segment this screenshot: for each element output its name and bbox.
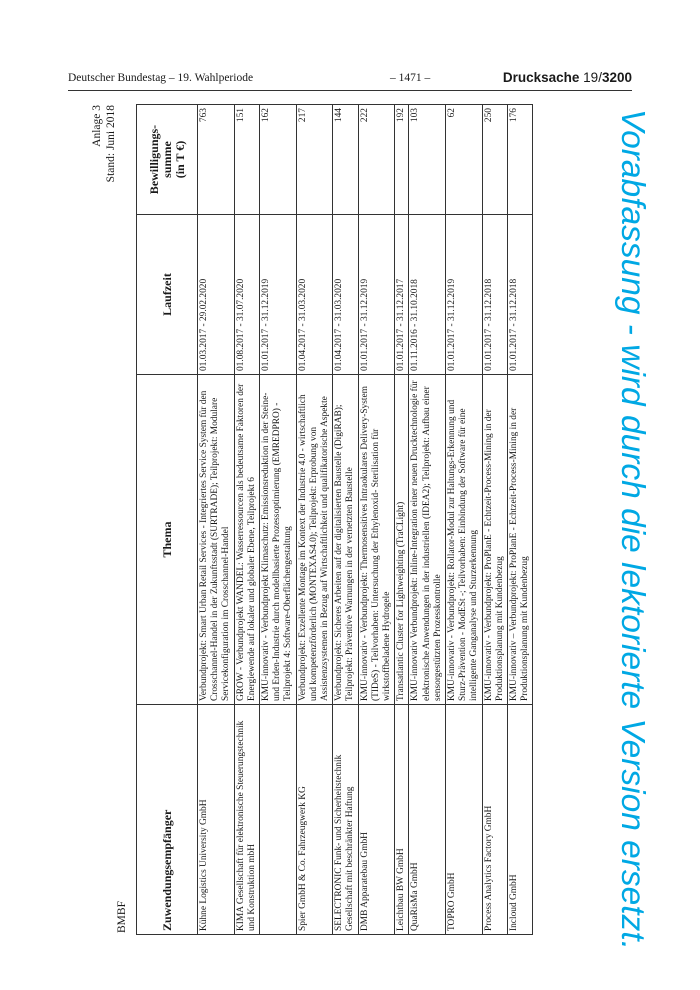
cell-amount: 192 — [395, 105, 409, 215]
table-row — [296, 105, 333, 935]
table-row — [333, 105, 358, 935]
amount-header-line1: Bewilligungs- — [146, 124, 161, 195]
annex-info — [90, 105, 118, 182]
cell-recipient: Spier GmbH & Co. Fahrzeugwerk KG — [296, 705, 333, 935]
table-row — [358, 105, 395, 935]
cell-recipient: DMB Apparatebau GmbH — [358, 705, 395, 935]
col-amount-header — [137, 105, 198, 215]
drucksache-prefix: 19/ — [583, 70, 602, 85]
cell-topic: Transatlantic Cluster for Lightweighting (TraCLight) — [395, 375, 409, 705]
cell-term: 01.04.2017 - 31.03.2020 — [296, 215, 333, 375]
cell-term: 01.01.2017 - 31.12.2019 — [358, 215, 395, 375]
cell-term: 01.08.2017 - 31.07.2020 — [234, 215, 259, 375]
draft-watermark — [614, 109, 686, 950]
cell-topic: Verbundprojekt: Smart Urban Retail Services - Integriertes Service System für den Crosschannel-Handel in der Zukunftsstadt (SURTRADE); Teilprojekt: Modulare Servicekonfiguration im Crosschannel-Handel — [198, 375, 235, 705]
amount-header-line3: (in T €) — [172, 140, 187, 179]
cell-topic: KMU-innovativ - Verbundprojekt: ProPlanE - Echtzeit-Process-Mining in der Produktionsplanung mit Kundenbezug — [482, 375, 507, 705]
cell-recipient: Incloud GmbH — [508, 705, 533, 935]
table-row — [482, 105, 507, 935]
table-row — [198, 105, 235, 935]
drucksache-bold: 3200 — [601, 70, 632, 85]
cell-amount: 144 — [333, 105, 358, 215]
cell-term: 01.01.2017 - 31.12.2017 — [395, 215, 409, 375]
cell-topic: KMU-innovativ - Verbundprojekt Klimaschutz: Emissionsreduktion in der Steine- und Erden-Industrie durch modellbasierte Prozessoptimierung (EMREDPRO) - Teilprojekt 4: Software-Oberflächengestaltung — [260, 375, 297, 705]
col-term-header: Laufzeit — [137, 215, 198, 375]
table-row — [395, 105, 409, 935]
cell-term: 01.04.2017 - 31.03.2020 — [333, 215, 358, 375]
cell-term: 01.01.2017 - 31.12.2019 — [260, 215, 297, 375]
table-row — [409, 105, 446, 935]
cell-recipient: Leichtbau BW GmbH — [395, 705, 409, 935]
cell-topic: KMU-innovativ - Verbundprojekt: Rollator-Modul zur Haltungs-Erkennung und Sturz-Prävention - ModESt -; Teilvorhaben: Einbindung der Software für eine intelligente Ganganalyse und Sturzerkennung — [446, 375, 483, 705]
cell-amount: 151 — [234, 105, 259, 215]
cell-term: 01.01.2017 - 31.12.2018 — [508, 215, 533, 375]
annex-label: Anlage 3 — [91, 105, 103, 147]
cell-term: 01.01.2017 - 31.12.2018 — [482, 215, 507, 375]
rotated-table-area — [88, 105, 623, 935]
cell-term: 01.11.2016 - 31.10.2018 — [409, 215, 446, 375]
cell-recipient: SELECTRONIC Funk- und Sicherheitstechnik Gesellschaft mit beschränkter Haftung — [333, 705, 358, 935]
drucksache-label: Drucksache — [502, 70, 580, 85]
cell-term: 01.03.2017 - 29.02.2020 — [198, 215, 235, 375]
cell-amount: 162 — [260, 105, 297, 215]
cell-topic: KMU-innovativ – Verbundprojekt: ProPlanE - Echtzeit-Process-Mining in der Produktionsplanung mit Kundenbezug — [508, 375, 533, 705]
drucksache-number — [503, 70, 632, 85]
watermark-text: Vorabfassung - wird durch die lektorierte Version ersetzt. — [614, 109, 651, 950]
col-recipient-header: Zuwendungsempfänger — [137, 705, 198, 935]
cell-recipient: Process Analytics Factory GmbH — [482, 705, 507, 935]
page-number: – 1471 – — [390, 72, 431, 84]
cell-amount: 222 — [358, 105, 395, 215]
table-row — [260, 105, 297, 935]
table-body — [198, 105, 533, 935]
cell-amount: 103 — [409, 105, 446, 215]
cell-recipient — [260, 705, 297, 935]
col-topic-header: Thema — [137, 375, 198, 705]
cell-recipient: TOPRO GmbH — [446, 705, 483, 935]
table-header-row — [137, 105, 198, 935]
cell-recipient: Kühne Logistics University GmbH — [198, 705, 235, 935]
table-row — [234, 105, 259, 935]
cell-amount: 763 — [198, 105, 235, 215]
amount-header-line2: summe — [159, 141, 174, 178]
table-top-labels — [88, 105, 136, 935]
cell-amount: 250 — [482, 105, 507, 215]
annex-date: Stand: Juni 2018 — [105, 105, 117, 183]
cell-recipient: QuaRisMa GmbH — [409, 705, 446, 935]
cell-topic: KMU-innovativ Verbundprojekt: Inline-Integration einer neuen Drucktechnologie für elektronische Anwendungen in der industriellen (IDEA2); Teilprojekt: Aufbau einer sensorgestützten Prozesskontrolle — [409, 375, 446, 705]
ministry-label: BMBF — [116, 901, 128, 933]
cell-topic: Verbundprojekt: Sicheres Arbeiten auf der digitalisierten Baustelle (DigiRAB); Teilprojekt: Präventive Warnungen in der vernetzten Baustelle — [333, 375, 358, 705]
cell-topic: Verbundprojekt: Exzellente Montage im Kontext der Industrie 4.0 - wirtschaftlich und kompetenzförderlich (MONTEXAS4.0); Teilprojekt: Erprobung von Assistenzsystemen in Bezug auf Wirtschaftlichkeit und qualifikatorische Aspekte — [296, 375, 333, 705]
cell-recipient: KIMA Gesellschaft für elektronische Steuerungstechnik und Konstruktion mbH — [234, 705, 259, 935]
table-row — [508, 105, 533, 935]
cell-topic: KMU-innovativ - Verbundprojekt: Thermosensitives Intraokulares Delivery-System (TIDeS) - Teilvorhaben: Untersuchung der Ethylenoxid- Sterilisation für wirkstoffbeladene Hydrogele — [358, 375, 395, 705]
cell-term: 01.01.2017 - 31.12.2019 — [446, 215, 483, 375]
cell-topic: GROW - Verbundprojekt WANDEL: Wasserressourcen als bedeutsame Faktoren der Energiewende auf lokaler und globaler Ebene, Teilprojekt 6 — [234, 375, 259, 705]
funding-table — [136, 104, 533, 935]
cell-amount: 62 — [446, 105, 483, 215]
header-parliament: Deutscher Bundestag – 19. Wahlperiode — [68, 72, 254, 84]
table-row — [446, 105, 483, 935]
page-header — [68, 70, 632, 91]
cell-amount: 176 — [508, 105, 533, 215]
cell-amount: 217 — [296, 105, 333, 215]
